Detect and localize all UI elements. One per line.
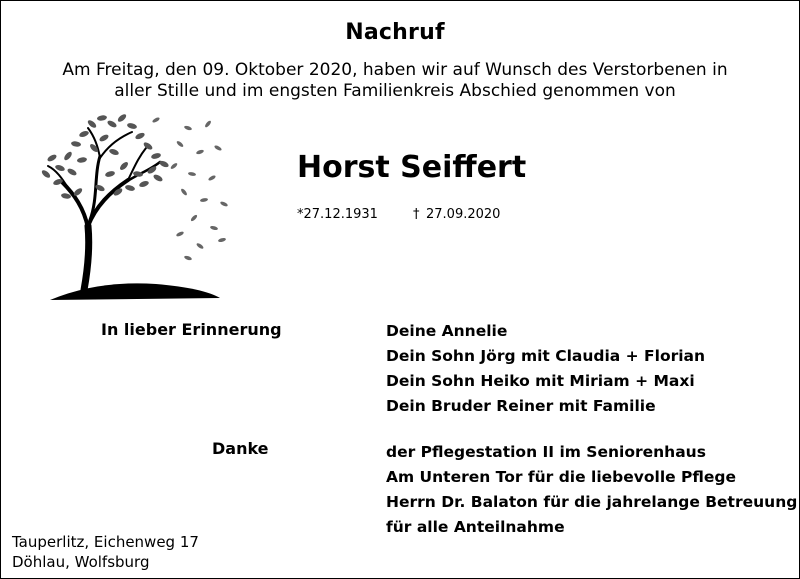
list-item: Deine Annelie (386, 322, 508, 340)
address-line-2: Döhlau, Wolfsburg (12, 553, 150, 571)
family-list (386, 319, 705, 419)
page-title: Nachruf (345, 20, 445, 45)
cross-icon: † (413, 207, 420, 222)
address (12, 532, 199, 572)
list-item: für alle Anteilnahme (386, 518, 565, 536)
list-item: Dein Bruder Reiner mit Familie (386, 397, 656, 415)
thanks-label: Danke (212, 439, 269, 458)
death-date-value: 27.09.2020 (419, 207, 501, 222)
list-item: Dein Sohn Heiko mit Miriam + Maxi (386, 372, 695, 390)
birth-date: *27.12.1931 (297, 207, 378, 222)
list-item: Dein Sohn Jörg mit Claudia + Florian (386, 347, 706, 365)
death-date (413, 207, 500, 222)
memory-label: In lieber Erinnerung (101, 320, 282, 339)
deceased-name: Horst Seiffert (297, 150, 527, 185)
list-item: Am Unteren Tor für die liebevolle Pflege (386, 468, 737, 486)
thanks-list (386, 440, 797, 540)
intro-line-2: aller Stille und im engsten Familienkreis Abschied genommen von (114, 81, 676, 101)
list-item: der Pflegestation II im Seniorenhaus (386, 443, 706, 461)
address-line-1: Tauperlitz, Eichenweg 17 (12, 533, 199, 551)
intro-text (0, 60, 790, 102)
intro-line-1: Am Freitag, den 09. Oktober 2020, haben wir auf Wunsch des Verstorbenen in (62, 60, 728, 80)
list-item: Herrn Dr. Balaton für die jahrelange Betreuung (386, 493, 798, 511)
tree-icon (38, 108, 238, 306)
